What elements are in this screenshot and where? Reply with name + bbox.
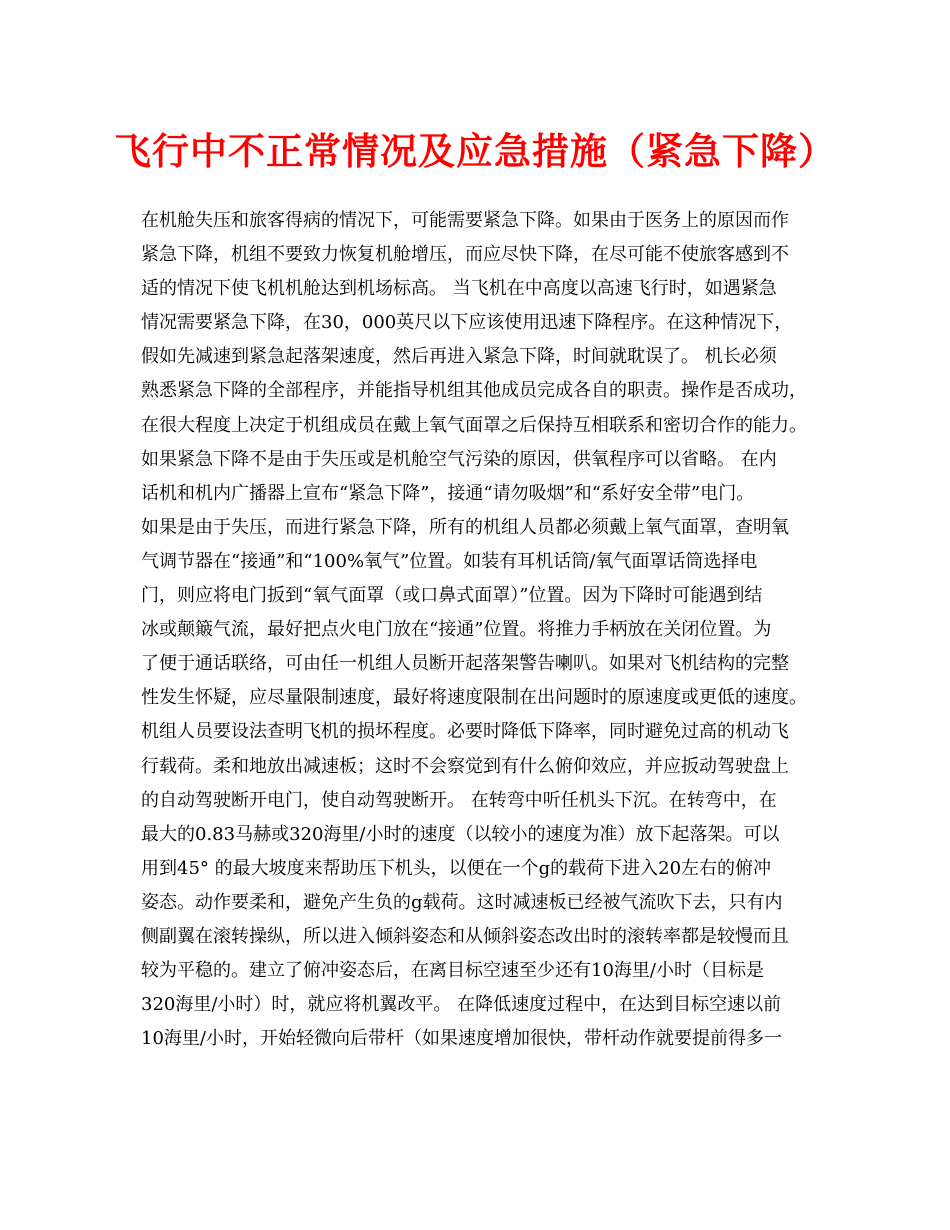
body-text [141, 204, 831, 1056]
body-line: 性发生怀疑，应尽量限制速度，最好将速度限制在出问题时的原速度或更低的速度。 [141, 687, 807, 709]
body-line: 气调节器在“接通”和“100%氧气”位置。如装有耳机话筒/氧气面罩话筒选择电 [141, 550, 758, 572]
body-line: 侧副翼在滚转操纵，所以进入倾斜姿态和从倾斜姿态改出时的滚转率都是较慢而且 [141, 925, 789, 947]
body-line: 冰或颠簸气流，最好把点火电门放在“接通”位置。将推力手柄放在关闭位置。为 [141, 619, 772, 641]
body-line: 用到45° 的最大坡度来帮助压下机头，以便在一个g的载荷下进入20左右的俯冲 [141, 857, 772, 879]
body-line: 的自动驾驶断开电门，使自动驾驶断开。 在转弯中听任机头下沉。在转弯中，在 [141, 789, 777, 811]
body-line: 情况需要紧急下降，在30，000英尺以下应该使用迅速下降程序。在这种情况下， [141, 312, 793, 334]
body-line: 行载荷。柔和地放出减速板；这时不会察觉到有什么俯仰效应，并应扳动驾驶盘上 [141, 755, 789, 777]
body-line: 话机和机内广播器上宣布“紧急下降”，接通“请勿吸烟”和“系好安全带”电门。 [141, 482, 755, 504]
body-line: 如果是由于失压，而进行紧急下降，所有的机组人员都必须戴上氧气面罩，查明氧 [141, 516, 789, 538]
body-line: 门，则应将电门扳到“氧气面罩（或口鼻式面罩）”位置。因为下降时可能遇到结 [141, 585, 763, 607]
body-line: 机组人员要设法查明飞机的损坏程度。必要时降低下降率，同时避免过高的机动飞 [141, 721, 789, 743]
body-line: 如果紧急下降不是由于失压或是机舱空气污染的原因，供氧程序可以省略。 在内 [141, 448, 777, 470]
body-line: 假如先减速到紧急起落架速度，然后再进入紧急下降，时间就耽误了。 机长必须 [141, 346, 777, 368]
body-line: 紧急下降，机组不要致力恢复机舱增压，而应尽快下降，在尽可能不使旅客感到不 [141, 244, 789, 266]
body-line: 熟悉紧急下降的全部程序，并能指导机组其他成员完成各自的职责。操作是否成功， [141, 380, 807, 402]
body-line: 姿态。动作要柔和，避免产生负的g载荷。这时减速板已经被气流吹下去，只有内 [141, 891, 783, 913]
body-line: 最大的0.83马赫或320海里/小时的速度（以较小的速度为准）放下起落架。可以 [141, 823, 780, 845]
page-title: 飞行中不正常情况及应急措施（紧急下降） [114, 129, 836, 173]
body-line: 320海里/小时）时，就应将机翼改平。 在降低速度过程中，在达到目标空速以前 [141, 994, 782, 1016]
body-line: 在机舱失压和旅客得病的情况下，可能需要紧急下降。如果由于医务上的原因而作 [141, 210, 789, 231]
body-line: 较为平稳的。建立了俯冲姿态后，在离目标空速至少还有10海里/小时（目标是 [141, 960, 764, 982]
body-line: 10海里/小时，开始轻微向后带杆（如果速度增加很快，带杆动作就要提前得多一 [141, 1028, 782, 1050]
body-line: 了便于通话联络，可由任一机组人员断开起落架警告喇叭。如果对飞机结构的完整 [141, 653, 789, 675]
body-line: 在很大程度上决定于机组成员在戴上氧气面罩之后保持互相联系和密切合作的能力。 [141, 414, 807, 436]
body-line: 适的情况下使飞机机舱达到机场标高。 当飞机在中高度以高速飞行时，如遇紧急 [141, 278, 777, 300]
